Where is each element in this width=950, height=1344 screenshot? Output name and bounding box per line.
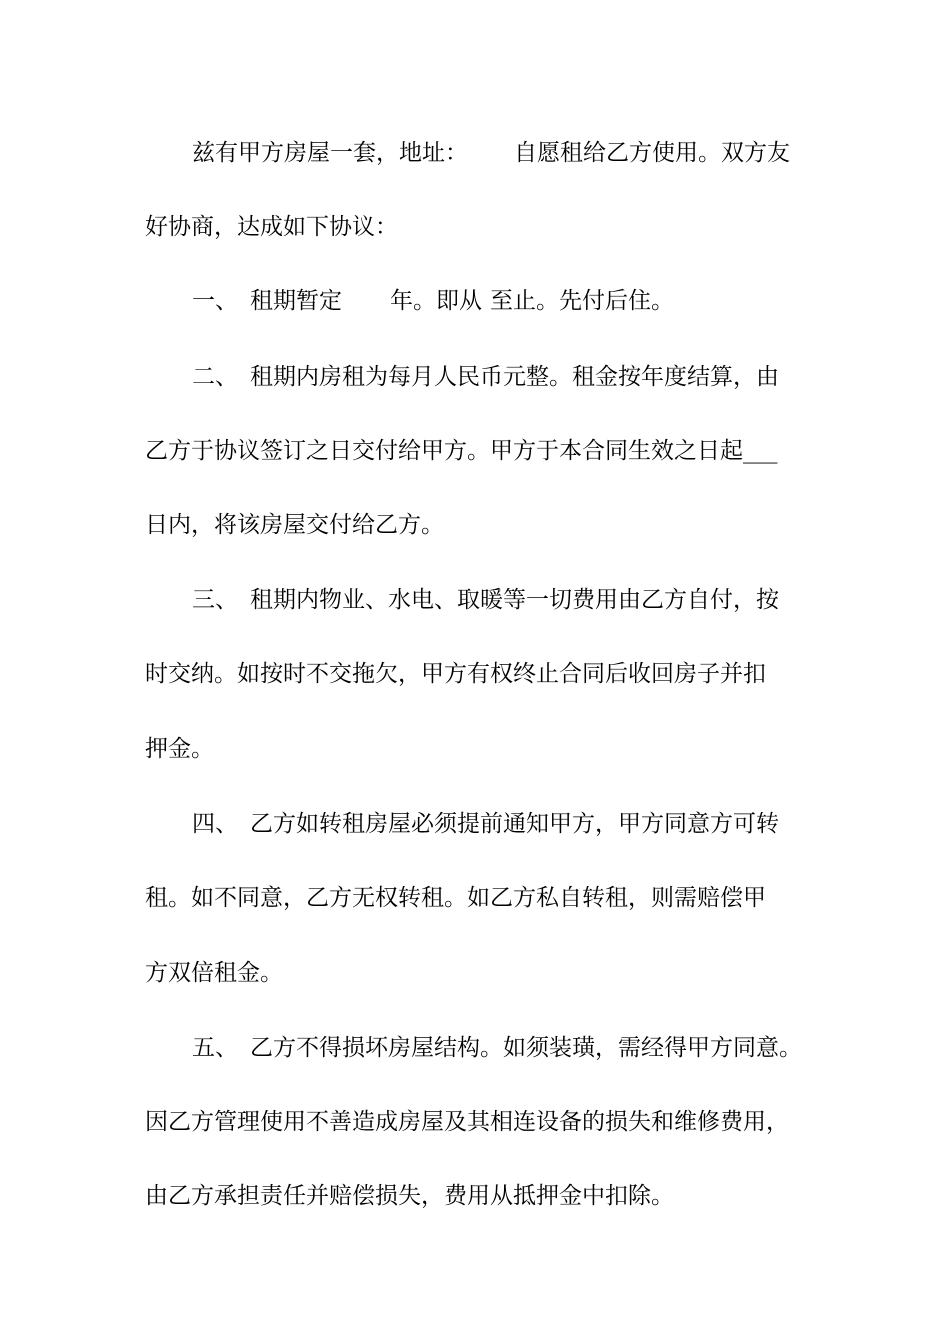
clause-2-number: 二、 bbox=[192, 364, 238, 390]
clause-4-line-2: 租。如不同意，乙方无权转租。如乙方私自转租，则需赔偿甲 bbox=[145, 885, 766, 911]
clause-3-number: 三、 bbox=[192, 587, 238, 613]
intro-purpose-text: 自愿租给乙方使用。双方友 bbox=[514, 140, 790, 166]
clause-1-number: 一、 bbox=[192, 288, 238, 314]
clause-3-line-3: 押金。 bbox=[145, 736, 214, 762]
clause-3-line-1 bbox=[192, 585, 779, 615]
clause-2-line-1 bbox=[192, 362, 779, 392]
intro-line-2: 好协商，达成如下协议： bbox=[145, 214, 398, 240]
clause-1-year-from: 年。即从 bbox=[390, 288, 482, 314]
clause-2-text-1: 租期内房租为每月人民币元整。租金按年度结算，由 bbox=[250, 364, 779, 390]
intro-line-1 bbox=[192, 138, 790, 168]
clause-4-number: 四、 bbox=[192, 811, 238, 837]
clause-5-line-1 bbox=[192, 1033, 802, 1063]
clause-1-until: 至止。先付后住。 bbox=[490, 288, 674, 314]
clause-1-term-label: 租期暂定 bbox=[250, 288, 342, 314]
clause-3-line-2: 时交纳。如按时不交拖欠，甲方有权终止合同后收回房子并扣 bbox=[145, 661, 766, 687]
clause-5-text-1: 乙方不得损坏房屋结构。如须装璜，需经得甲方同意。 bbox=[250, 1035, 802, 1061]
clause-2-line-2: 乙方于协议签订之日交付给甲方。甲方于本合同生效之日起___ bbox=[145, 438, 778, 464]
clause-4-line-1 bbox=[192, 809, 779, 839]
clause-4-text-1: 乙方如转租房屋必须提前通知甲方，甲方同意方可转 bbox=[250, 811, 779, 837]
clause-5-number: 五、 bbox=[192, 1035, 238, 1061]
intro-address-label: 兹有甲方房屋一套，地址： bbox=[192, 140, 468, 166]
clause-2-line-3: 日内，将该房屋交付给乙方。 bbox=[145, 512, 444, 538]
clause-5-line-3: 由乙方承担责任并赔偿损失，费用从抵押金中扣除。 bbox=[145, 1183, 674, 1209]
clause-5-line-2: 因乙方管理使用不善造成房屋及其相连设备的损失和维修费用， bbox=[145, 1109, 789, 1135]
clause-4-line-3: 方双倍租金。 bbox=[145, 960, 283, 986]
clause-1-line-1 bbox=[192, 286, 674, 316]
clause-3-text-1: 租期内物业、水电、取暖等一切费用由乙方自付，按 bbox=[250, 587, 779, 613]
